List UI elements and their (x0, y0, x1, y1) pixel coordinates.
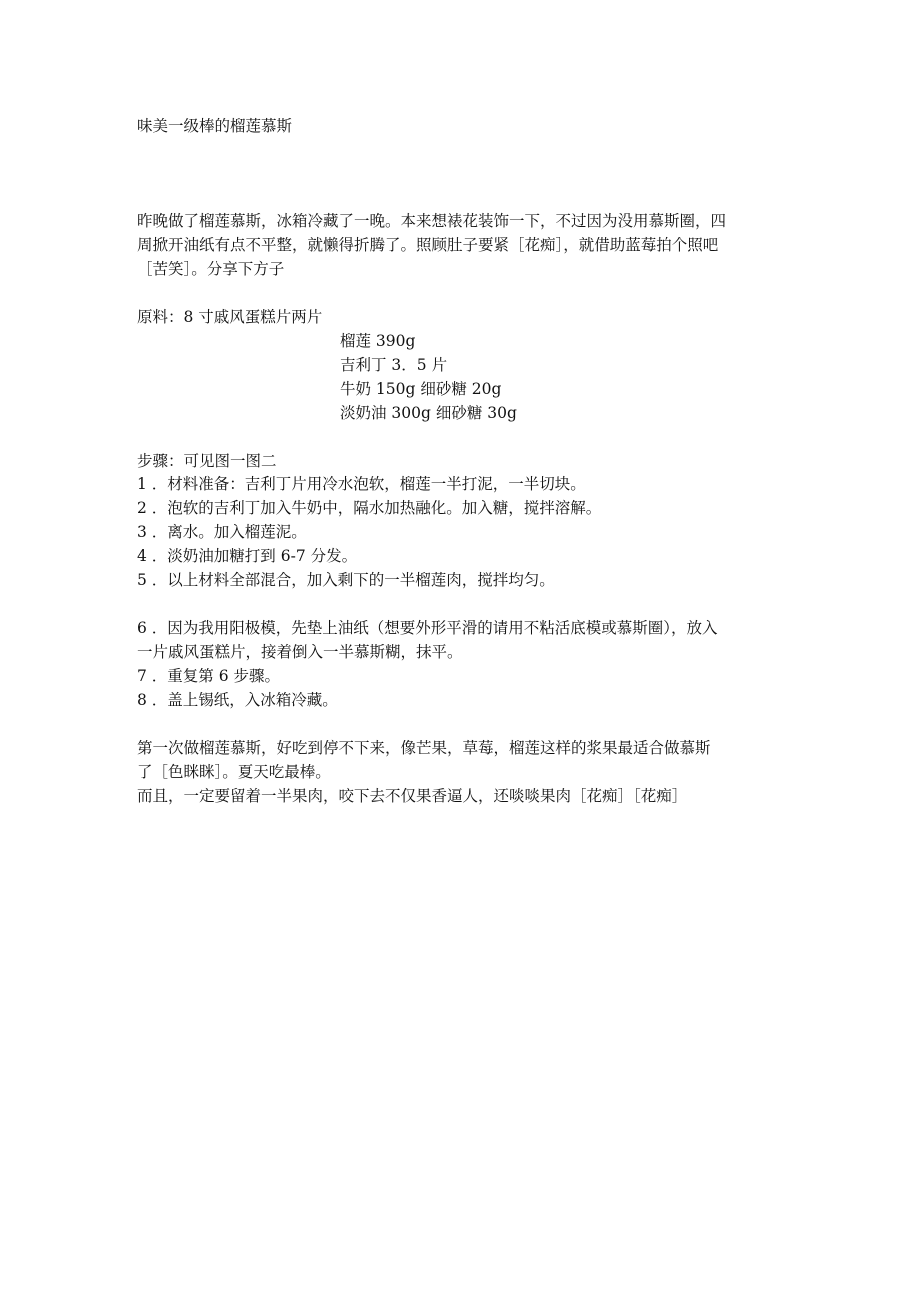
intro-line-2: 周掀开油纸有点不平整，就懒得折腾了。照顾肚子要紧［花痴］，就借助蓝莓拍个照吧 (137, 236, 719, 254)
closing-line-1: 第一次做榴莲慕斯，好吃到停不下来，像芒果，草莓，榴莲这样的浆果最适合做慕斯 (137, 739, 711, 757)
step-item-continued: 一片戚风蛋糕片，接着倒入一半慕斯糊，抹平。 (137, 643, 463, 661)
closing-line-2: 了［色眯眯］。夏天吃最棒。 (137, 763, 331, 781)
ingredients-header: 原料：8 寸戚风蛋糕片两片 (137, 308, 323, 326)
ingredient-item: 榴莲 390g (340, 332, 416, 350)
document-title: 味美一级棒的榴莲慕斯 (137, 117, 293, 135)
step-item: 3 ．离水。加入榴莲泥。 (137, 523, 307, 541)
step-item: 5 ．以上材料全部混合，加入剩下的一半榴莲肉，搅拌均匀。 (137, 571, 555, 589)
ingredient-item: 吉利丁 3．5 片 (340, 356, 448, 374)
step-item: 4 ．淡奶油加糖打到 6-7 分发。 (137, 547, 358, 565)
intro-line-3: ［苦笑］。分享下方子 (137, 260, 285, 278)
step-item: 8 ．盖上锡纸，入冰箱冷藏。 (137, 691, 338, 709)
step-item: 2 ．泡软的吉利丁加入牛奶中，隔水加热融化。加入糖，搅拌溶解。 (137, 499, 602, 517)
step-item: 7 ．重复第 6 步骤。 (137, 667, 281, 685)
steps-header: 步骤：可见图一图二 (137, 452, 277, 470)
step-item: 1 ．材料准备：吉利丁片用冷水泡软，榴莲一半打泥，一半切块。 (137, 475, 586, 493)
closing-line-3: 而且，一定要留着一半果肉，咬下去不仅果香逼人，还啖啖果肉［花痴］［花痴］ (137, 787, 688, 805)
intro-line-1: 昨晚做了榴莲慕斯，冰箱冷藏了一晚。本来想裱花装饰一下，不过因为没用慕斯圈，四 (137, 212, 727, 230)
ingredient-item: 淡奶油 300g 细砂糖 30g (340, 404, 517, 422)
step-item: 6 ．因为我用阳极模，先垫上油纸（想要外形平滑的请用不粘活底模或慕斯圈），放入 (137, 619, 718, 637)
ingredient-item: 牛奶 150g 细砂糖 20g (340, 380, 502, 398)
